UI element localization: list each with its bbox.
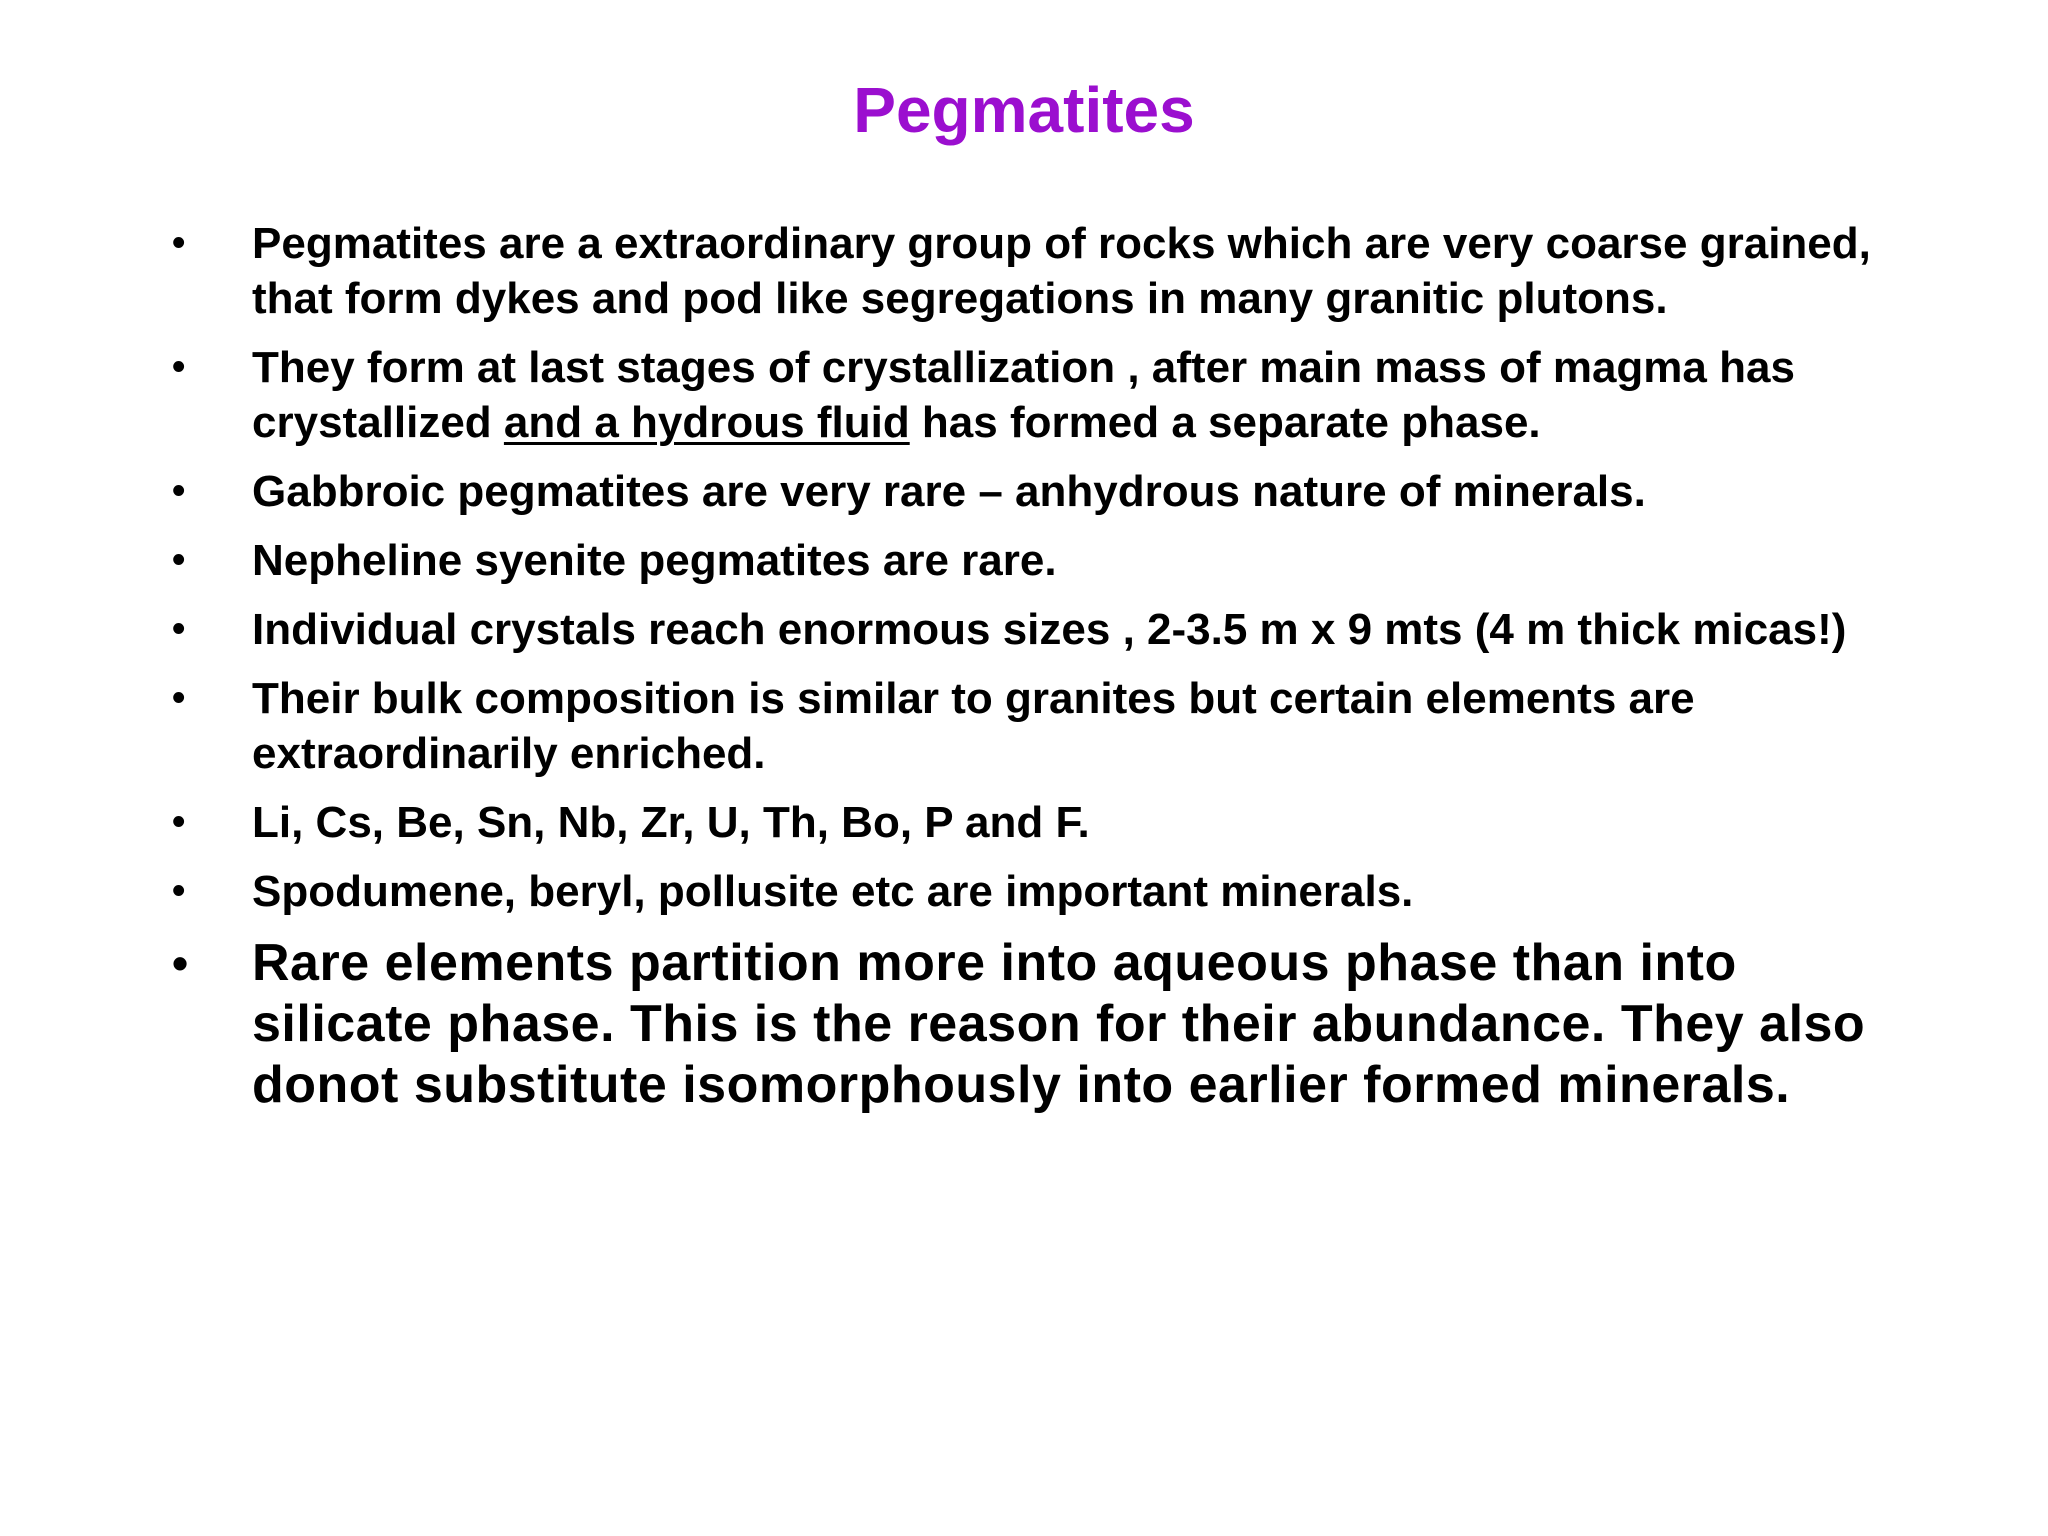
bullet-item (0, 933, 1912, 1116)
bullet-text: Rare elements partition more into aqueous phase than into silicate phase. This is the reason for their abundance. They also donot substitute isomorphously into earlier formed minerals. (252, 934, 1866, 1114)
bullet-text-part: They form at last stages of crystallization , after main mass of magma has crystallized (252, 343, 1795, 447)
underlined-phrase: and a hydrous fluid (503, 398, 910, 447)
bullet-text: Spodumene, beryl, pollusite etc are important minerals. (252, 867, 1414, 916)
bullet-text (252, 343, 1795, 447)
bullet-item (0, 671, 1912, 781)
bullet-marker: • (172, 677, 186, 719)
bullet-marker: • (172, 870, 186, 912)
bullet-text: Gabbroic pegmatites are very rare – anhydrous nature of minerals. (252, 467, 1646, 516)
bullet-marker: • (172, 801, 186, 843)
bullet-item (0, 216, 1912, 326)
bullet-text-part: has formed a separate phase. (909, 398, 1541, 447)
bullet-item (0, 602, 1912, 657)
bullet-marker: • (172, 346, 186, 388)
bullet-text: Nepheline syenite pegmatites are rare. (252, 536, 1057, 585)
bullet-text: Their bulk composition is similar to granites but certain elements are extraordinarily enriched. (252, 674, 1695, 778)
bullet-marker: • (172, 470, 186, 512)
bullet-item (0, 533, 1912, 588)
bullet-marker: • (172, 539, 186, 581)
bullet-item (0, 340, 1912, 450)
bullet-item (0, 795, 1912, 850)
slide-title: Pegmatites (853, 74, 1195, 146)
bullet-text: Individual crystals reach enormous sizes , 2-3.5 m x 9 mts (4 m thick micas!) (252, 605, 1847, 654)
bullet-list (0, 216, 2048, 1116)
bullet-item (0, 464, 1912, 519)
bullet-marker: • (172, 222, 186, 264)
bullet-text: Pegmatites are a extraordinary group of rocks which are very coarse grained, that form dykes and pod like segregations in many granitic plutons. (252, 219, 1871, 323)
bullet-text: Li, Cs, Be, Sn, Nb, Zr, U, Th, Bo, P and F. (252, 798, 1090, 847)
bullet-marker: • (172, 608, 186, 650)
bullet-marker: • (172, 937, 189, 989)
bullet-item (0, 864, 1912, 919)
